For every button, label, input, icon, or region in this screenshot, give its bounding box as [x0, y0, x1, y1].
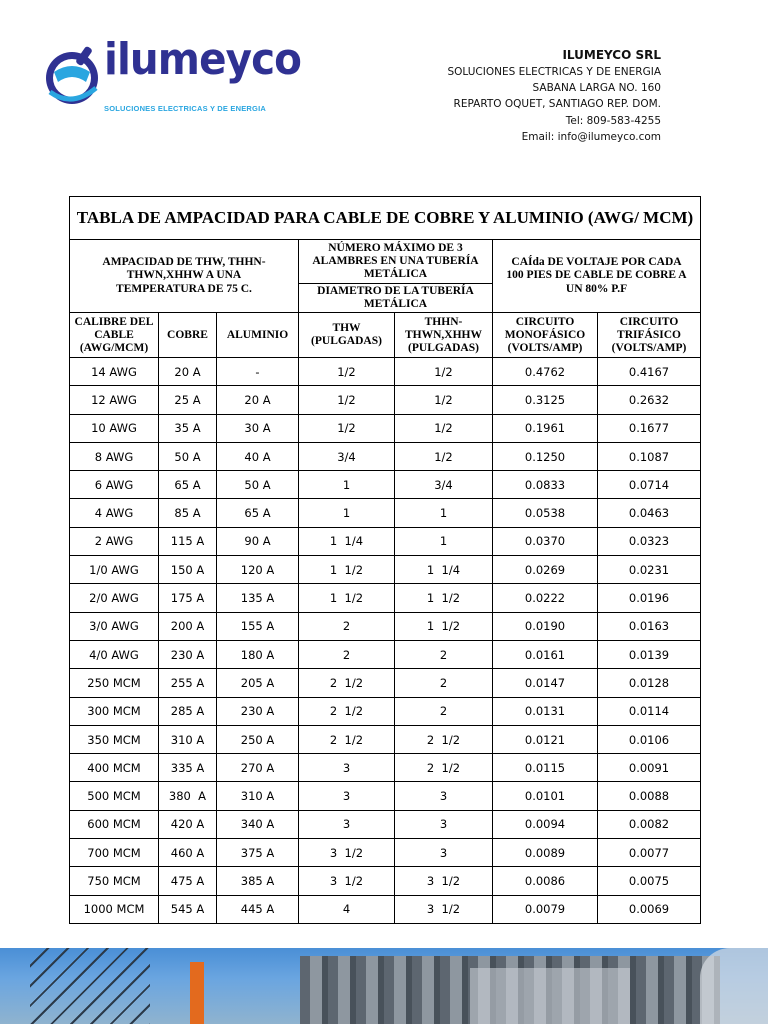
table-cell: 180 A [217, 640, 299, 668]
table-cell: 0.0833 [493, 471, 598, 499]
column-header: ALUMINIO [217, 313, 299, 358]
table-cell: 1/2 [395, 414, 493, 442]
table-row [70, 697, 701, 725]
table-cell: 0.0086 [493, 867, 598, 895]
table-cell: 1 1/2 [395, 612, 493, 640]
table-cell: 385 A [217, 867, 299, 895]
table-row [70, 612, 701, 640]
table-cell: 310 A [159, 725, 217, 753]
table-cell: 375 A [217, 839, 299, 867]
table-cell: 3 [299, 810, 395, 838]
column-header: CIRCUITO MONOFÁSICO (VOLTS/AMP) [493, 313, 598, 358]
table-cell: 420 A [159, 810, 217, 838]
column-header: CIRCUITO TRIFÁSICO (VOLTS/AMP) [598, 313, 701, 358]
footer-photo [0, 948, 768, 1024]
table-cell: 250 MCM [70, 669, 159, 697]
table-cell: 1/2 [395, 442, 493, 470]
table-cell: 1 1/2 [299, 584, 395, 612]
table-cell: 460 A [159, 839, 217, 867]
table-row [70, 584, 701, 612]
table-cell: 3 [299, 782, 395, 810]
table-cell: 2 1/2 [299, 725, 395, 753]
table-cell: 120 A [217, 556, 299, 584]
company-name: ILUMEYCO SRL [562, 48, 661, 62]
table-cell: 3 1/2 [299, 839, 395, 867]
table-cell: 230 A [217, 697, 299, 725]
table-cell: 600 MCM [70, 810, 159, 838]
table-cell: 1/2 [395, 386, 493, 414]
table-cell: 4/0 AWG [70, 640, 159, 668]
table-cell: 300 MCM [70, 697, 159, 725]
table-cell: 0.0075 [598, 867, 701, 895]
table-cell: 0.0231 [598, 556, 701, 584]
table-cell: 0.0370 [493, 527, 598, 555]
conduit-diameter-header: DIAMETRO DE LA TUBERÍA METÁLICA [299, 284, 493, 313]
table-cell: 285 A [159, 697, 217, 725]
table-cell: 3/0 AWG [70, 612, 159, 640]
table-row [70, 867, 701, 895]
conduit-count-header: NÚMERO MÁXIMO DE 3 ALAMBRES EN UNA TUBERÍA METÁLICA [299, 240, 493, 284]
table-cell: 0.0079 [493, 895, 598, 923]
column-header: CALIBRE DEL CABLE (AWG/MCM) [70, 313, 159, 358]
table-cell: 3 1/2 [395, 867, 493, 895]
table-cell: 0.0101 [493, 782, 598, 810]
table-cell: 40 A [217, 442, 299, 470]
company-address: SABANA LARGA NO. 160 [532, 82, 661, 95]
table-cell: 0.1087 [598, 442, 701, 470]
table-cell: 10 AWG [70, 414, 159, 442]
table-cell: 1 [299, 499, 395, 527]
table-cell: 0.1250 [493, 442, 598, 470]
company-phone: Tel: 809-583-4255 [565, 114, 661, 127]
table-cell: 0.0190 [493, 612, 598, 640]
table-row [70, 754, 701, 782]
table-cell: 545 A [159, 895, 217, 923]
table-cell: 700 MCM [70, 839, 159, 867]
table-row [70, 358, 701, 386]
table-cell: 205 A [217, 669, 299, 697]
column-header: THW (PULGADAS) [299, 313, 395, 358]
table-cell: 20 A [159, 358, 217, 386]
column-header: THHN-THWN,XHHW (PULGADAS) [395, 313, 493, 358]
table-cell: 1/2 [395, 358, 493, 386]
table-cell: 8 AWG [70, 442, 159, 470]
table-cell: 0.0128 [598, 669, 701, 697]
table-row [70, 669, 701, 697]
table-cell: 340 A [217, 810, 299, 838]
table-cell: 90 A [217, 527, 299, 555]
table-cell: 1/2 [299, 386, 395, 414]
logo-tagline: SOLUCIONES ELECTRICAS Y DE ENERGIA [104, 104, 266, 113]
table-cell: 0.0163 [598, 612, 701, 640]
table-cell: 0.4167 [598, 358, 701, 386]
globe-plug-icon [40, 42, 104, 112]
table-title: TABLA DE AMPACIDAD PARA CABLE DE COBRE Y ALUMINIO (AWG/ MCM) [70, 197, 701, 240]
table-cell: 250 A [217, 725, 299, 753]
logo-wordmark: ilumeyco [104, 34, 302, 85]
table-cell: 0.3125 [493, 386, 598, 414]
table-cell: 0.0091 [598, 754, 701, 782]
table-cell: 1 1/4 [299, 527, 395, 555]
table-cell: 3 [299, 754, 395, 782]
table-cell: 0.0094 [493, 810, 598, 838]
table-cell: 30 A [217, 414, 299, 442]
table-cell: 0.0714 [598, 471, 701, 499]
table-cell: 0.0106 [598, 725, 701, 753]
table-cell: 335 A [159, 754, 217, 782]
table-cell: 0.0538 [493, 499, 598, 527]
table-cell: 0.1961 [493, 414, 598, 442]
table-cell: 3/4 [299, 442, 395, 470]
table-cell: 3 [395, 810, 493, 838]
table-cell: 25 A [159, 386, 217, 414]
table-cell: 2 1/2 [299, 697, 395, 725]
table-cell: 3 1/2 [299, 867, 395, 895]
table-cell: 155 A [217, 612, 299, 640]
table-cell: 2 [299, 640, 395, 668]
table-row [70, 810, 701, 838]
table-cell: 0.0131 [493, 697, 598, 725]
table-cell: 1/0 AWG [70, 556, 159, 584]
table-cell: - [217, 358, 299, 386]
ampacity-group-header: AMPACIDAD DE THW, THHN-THWN,XHHW A UNA TEMPERATURA DE 75 C. [70, 240, 299, 313]
table-row [70, 471, 701, 499]
table-row [70, 895, 701, 923]
table-cell: 2 [395, 697, 493, 725]
table-cell: 475 A [159, 867, 217, 895]
column-header: COBRE [159, 313, 217, 358]
company-city: REPARTO OQUET, SANTIAGO REP. DOM. [453, 98, 661, 111]
table-cell: 2/0 AWG [70, 584, 159, 612]
table-cell: 0.0147 [493, 669, 598, 697]
table-cell: 20 A [217, 386, 299, 414]
table-row [70, 556, 701, 584]
table-row [70, 414, 701, 442]
table-cell: 0.0222 [493, 584, 598, 612]
table-cell: 3 1/2 [395, 895, 493, 923]
table-cell: 150 A [159, 556, 217, 584]
table-cell: 85 A [159, 499, 217, 527]
table-cell: 0.0463 [598, 499, 701, 527]
table-cell: 0.2632 [598, 386, 701, 414]
table-cell: 65 A [159, 471, 217, 499]
table-cell: 380 A [159, 782, 217, 810]
table-cell: 2 [395, 669, 493, 697]
table-cell: 3/4 [395, 471, 493, 499]
table-cell: 35 A [159, 414, 217, 442]
table-cell: 3 [395, 839, 493, 867]
table-cell: 0.0089 [493, 839, 598, 867]
table-cell: 14 AWG [70, 358, 159, 386]
table-cell: 6 AWG [70, 471, 159, 499]
table-row [70, 725, 701, 753]
table-cell: 0.0069 [598, 895, 701, 923]
table-cell: 0.0121 [493, 725, 598, 753]
table-row [70, 386, 701, 414]
table-cell: 0.0161 [493, 640, 598, 668]
table-cell: 3 [395, 782, 493, 810]
table-cell: 12 AWG [70, 386, 159, 414]
table-row [70, 527, 701, 555]
table-cell: 1 [395, 499, 493, 527]
table-cell: 1 [395, 527, 493, 555]
table-cell: 65 A [217, 499, 299, 527]
table-cell: 2 [395, 640, 493, 668]
table-cell: 0.0114 [598, 697, 701, 725]
table-row [70, 839, 701, 867]
company-info [447, 46, 661, 145]
table-cell: 1 1/2 [395, 584, 493, 612]
table-cell: 255 A [159, 669, 217, 697]
table-row [70, 442, 701, 470]
table-cell: 445 A [217, 895, 299, 923]
table-body [70, 358, 701, 924]
table-cell: 2 1/2 [299, 669, 395, 697]
table-cell: 750 MCM [70, 867, 159, 895]
table-cell: 1/2 [299, 358, 395, 386]
company-email: Email: info@ilumeyco.com [521, 130, 661, 143]
table-cell: 310 A [217, 782, 299, 810]
table-row [70, 782, 701, 810]
company-logo [40, 32, 302, 122]
table-cell: 2 AWG [70, 527, 159, 555]
table-cell: 175 A [159, 584, 217, 612]
table-cell: 135 A [217, 584, 299, 612]
table-cell: 270 A [217, 754, 299, 782]
table-cell: 0.1677 [598, 414, 701, 442]
table-cell: 0.0323 [598, 527, 701, 555]
table-cell: 50 A [217, 471, 299, 499]
table-cell: 0.0088 [598, 782, 701, 810]
table-cell: 500 MCM [70, 782, 159, 810]
table-cell: 50 A [159, 442, 217, 470]
company-line: SOLUCIONES ELECTRICAS Y DE ENERGIA [447, 66, 661, 78]
table-cell: 350 MCM [70, 725, 159, 753]
table-cell: 0.0139 [598, 640, 701, 668]
table-cell: 400 MCM [70, 754, 159, 782]
table-cell: 1 1/4 [395, 556, 493, 584]
table-cell: 2 1/2 [395, 725, 493, 753]
table-cell: 2 [299, 612, 395, 640]
table-cell: 1000 MCM [70, 895, 159, 923]
table-cell: 230 A [159, 640, 217, 668]
table-cell: 0.0082 [598, 810, 701, 838]
ampacity-table [69, 196, 701, 924]
table-cell: 1 [299, 471, 395, 499]
voltage-drop-header: CAÍda DE VOLTAJE POR CADA 100 PIES DE CABLE DE COBRE A UN 80% P.F [493, 240, 701, 313]
table-cell: 0.0077 [598, 839, 701, 867]
table-cell: 1/2 [299, 414, 395, 442]
table-row [70, 640, 701, 668]
table-row [70, 499, 701, 527]
table-cell: 2 1/2 [395, 754, 493, 782]
table-cell: 0.0115 [493, 754, 598, 782]
table-cell: 4 [299, 895, 395, 923]
table-cell: 0.0196 [598, 584, 701, 612]
table-cell: 0.4762 [493, 358, 598, 386]
table-cell: 200 A [159, 612, 217, 640]
table-cell: 4 AWG [70, 499, 159, 527]
table-cell: 1 1/2 [299, 556, 395, 584]
table-cell: 115 A [159, 527, 217, 555]
table-cell: 0.0269 [493, 556, 598, 584]
